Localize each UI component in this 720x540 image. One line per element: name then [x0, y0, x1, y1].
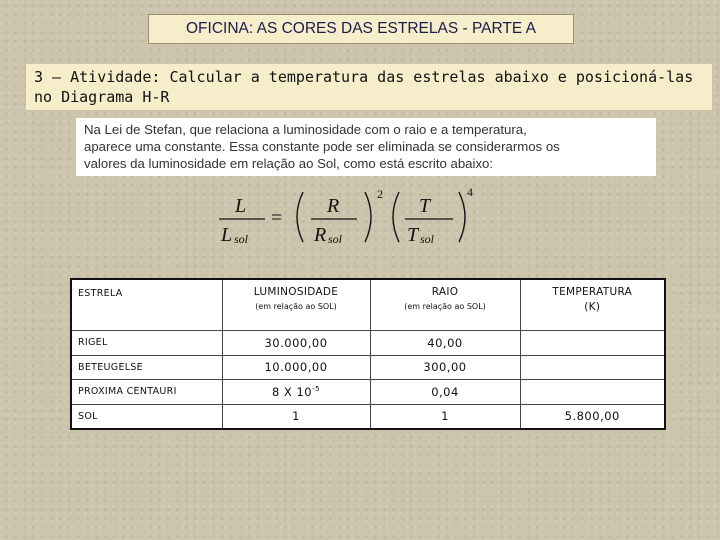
star-name: PROXIMA CENTAURI [72, 380, 222, 405]
formula-paren-close-2 [459, 192, 465, 242]
star-name: RIGEL [72, 331, 222, 356]
star-temperature[interactable] [520, 380, 664, 405]
star-luminosity: 30.000,00 [222, 331, 370, 356]
page-title-text: OFICINA: AS CORES DAS ESTRELAS - PARTE A [186, 20, 536, 37]
star-radius: 300,00 [370, 355, 520, 380]
formula-exponent-4: 4 [467, 186, 473, 199]
stefan-law-formula [213, 186, 483, 248]
formula-L: L [235, 195, 247, 217]
formula-paren-open-1 [297, 192, 303, 242]
star-temperature[interactable] [520, 331, 664, 356]
star-luminosity: 8 X $10^{-5}$ [222, 380, 370, 405]
formula-sol-3: sol [420, 232, 435, 246]
page-title [148, 14, 574, 44]
star-radius: 40,00 [370, 331, 520, 356]
formula-paren-open-2 [393, 192, 399, 242]
table-row [72, 380, 664, 405]
activity-line-1: 3 – Atividade: Calcular a temperatura das estrelas abaixo e posicioná-las [34, 68, 694, 86]
header-estrela: ESTRELA [72, 280, 222, 331]
star-luminosity: 1 [222, 404, 370, 428]
star-name: SOL [72, 404, 222, 428]
activity-line-2: no Diagrama H-R [34, 88, 170, 106]
table-row [72, 404, 664, 428]
star-temperature: 5.800,00 [520, 404, 664, 428]
formula-L-sol: L [221, 224, 233, 246]
formula-exponent-2: 2 [377, 187, 383, 201]
table-row [72, 355, 664, 380]
explanation-line-1: Na Lei de Stefan, que relaciona a luminosidade com o raio e a temperatura, [84, 122, 527, 137]
explanation-line-3: valores da luminosidade em relação ao Sol, como está escrito abaixo: [84, 156, 494, 171]
formula-R-sol: R [314, 224, 327, 246]
explanation-box [76, 118, 656, 176]
header-temperatura: TEMPERATURA (K) [520, 280, 664, 331]
formula-T-sol: T [407, 224, 419, 246]
star-temperature[interactable] [520, 355, 664, 380]
header-luminosidade: LUMINOSIDADE (em relação ao SOL) [222, 280, 370, 331]
star-luminosity: 10.000,00 [222, 355, 370, 380]
activity-box [26, 64, 712, 110]
formula-sol-1: sol [234, 232, 249, 246]
stars-table [70, 278, 666, 430]
star-radius: 1 [370, 404, 520, 428]
table-row [72, 331, 664, 356]
explanation-line-2: aparece uma constante. Essa constante pode ser eliminada se considerarmos os [84, 139, 560, 154]
formula-R: R [327, 195, 340, 217]
header-raio: RAIO (em relação ao SOL) [370, 280, 520, 331]
table-header-row [72, 280, 664, 331]
star-radius: 0,04 [370, 380, 520, 405]
formula-T: T [419, 195, 431, 217]
formula-sol-2: sol [328, 232, 343, 246]
formula-paren-close-1 [365, 192, 371, 242]
formula-equals: = [271, 207, 283, 229]
star-name: BETEUGELSE [72, 355, 222, 380]
